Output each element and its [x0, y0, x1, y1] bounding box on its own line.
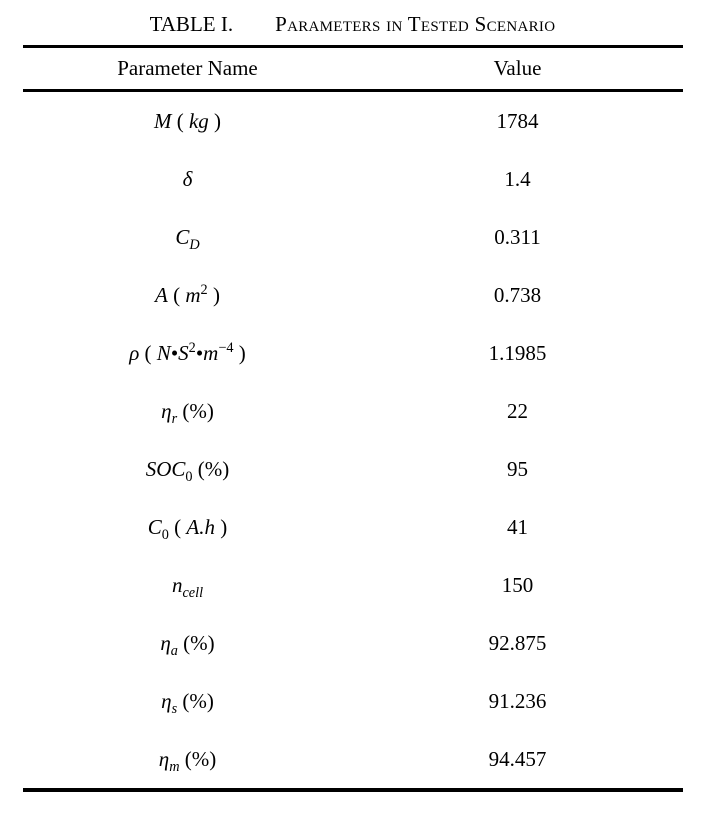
param-segment: 0: [185, 468, 193, 485]
param-segment: 0: [161, 526, 169, 543]
param-segment: (%): [192, 456, 230, 481]
table-row: [23, 672, 683, 730]
parameter-value-cell: 0.311: [494, 224, 541, 249]
param-segment: (%): [177, 630, 215, 655]
table-body: [23, 92, 683, 788]
parameter-name-cell: [23, 456, 353, 485]
param-segment: A: [155, 282, 168, 307]
param-segment: (%): [179, 746, 217, 771]
param-segment: M: [153, 108, 172, 133]
param-segment: S: [178, 340, 189, 365]
parameter-name-cell: [23, 514, 353, 543]
param-segment: m: [203, 340, 219, 365]
param-segment: (: [167, 282, 186, 307]
table-row: [23, 440, 683, 498]
param-segment: η: [158, 746, 170, 771]
table-row: [23, 498, 683, 556]
param-segment: ): [208, 108, 222, 133]
parameter-value-cell: 0.738: [493, 282, 542, 307]
table-row: [23, 730, 683, 788]
param-segment: C: [147, 514, 162, 539]
param-segment: a: [170, 642, 178, 659]
table-row: [23, 150, 683, 208]
parameter-value-cell: 91.236: [488, 688, 547, 713]
param-segment: N: [156, 340, 171, 365]
param-segment: SOC: [145, 456, 186, 481]
table-row: [23, 266, 683, 324]
parameter-value-cell: 95: [507, 456, 528, 481]
parameter-name-cell: [23, 746, 353, 775]
table-row: [23, 324, 683, 382]
param-segment: •: [195, 340, 204, 365]
parameter-name-cell: [23, 109, 353, 134]
parameter-name-cell: [23, 630, 353, 659]
param-segment: m: [185, 282, 201, 307]
parameter-value-cell: 92.875: [488, 630, 547, 655]
param-segment: η: [160, 630, 171, 655]
parameter-value-cell: 150: [501, 572, 534, 597]
param-segment: ): [233, 340, 246, 365]
table-row: [23, 614, 683, 672]
param-segment: •: [170, 340, 179, 365]
param-segment: (: [168, 514, 187, 539]
column-header-value: Value: [493, 56, 542, 80]
param-segment: A.h: [186, 514, 215, 539]
parameter-value-cell: 41: [507, 514, 528, 539]
table-bottom-rule: [23, 788, 683, 792]
param-segment: 2: [200, 281, 208, 298]
column-header-parameter-name: Parameter Name: [117, 56, 258, 80]
table-caption: [0, 8, 705, 45]
param-segment: s: [171, 700, 178, 717]
table-row: [23, 92, 683, 150]
param-segment: r: [171, 410, 178, 427]
table-caption-label: TABLE I.: [149, 12, 234, 36]
parameter-value-cell: 1784: [496, 108, 539, 133]
param-segment: η: [161, 688, 172, 713]
table-caption-title: Parameters in Tested Scenario: [275, 12, 556, 36]
parameter-name-cell: [23, 398, 353, 427]
parameter-value-cell: 1.1985: [488, 340, 547, 365]
param-segment: cell: [182, 584, 204, 601]
param-segment: ): [207, 282, 220, 307]
table-header-row: [23, 48, 683, 89]
parameter-value-cell: 1.4: [504, 166, 531, 191]
param-segment: ρ: [129, 340, 140, 365]
parameter-name-cell: [23, 283, 353, 308]
param-segment: (%): [177, 688, 214, 713]
param-segment: kg: [188, 108, 209, 133]
param-segment: C: [175, 224, 190, 249]
param-segment: 2: [188, 339, 196, 356]
param-segment: D: [189, 236, 200, 253]
param-segment: δ: [182, 166, 193, 191]
parameter-name-cell: [23, 688, 353, 717]
table-row: [23, 556, 683, 614]
table-row: [23, 382, 683, 440]
parameter-name-cell: [23, 572, 353, 601]
param-segment: (%): [177, 398, 214, 423]
parameter-name-cell: [23, 341, 353, 366]
param-segment: n: [171, 572, 183, 597]
param-segment: m: [169, 758, 180, 775]
parameter-value-cell: 22: [507, 398, 528, 423]
param-segment: (: [139, 340, 157, 365]
table-row: [23, 208, 683, 266]
parameter-name-cell: [23, 167, 353, 192]
param-segment: η: [161, 398, 172, 423]
param-segment: −4: [218, 339, 234, 356]
param-segment: ): [214, 514, 228, 539]
param-segment: (: [171, 108, 189, 133]
parameter-value-cell: 94.457: [488, 746, 547, 771]
parameter-name-cell: [23, 224, 353, 253]
